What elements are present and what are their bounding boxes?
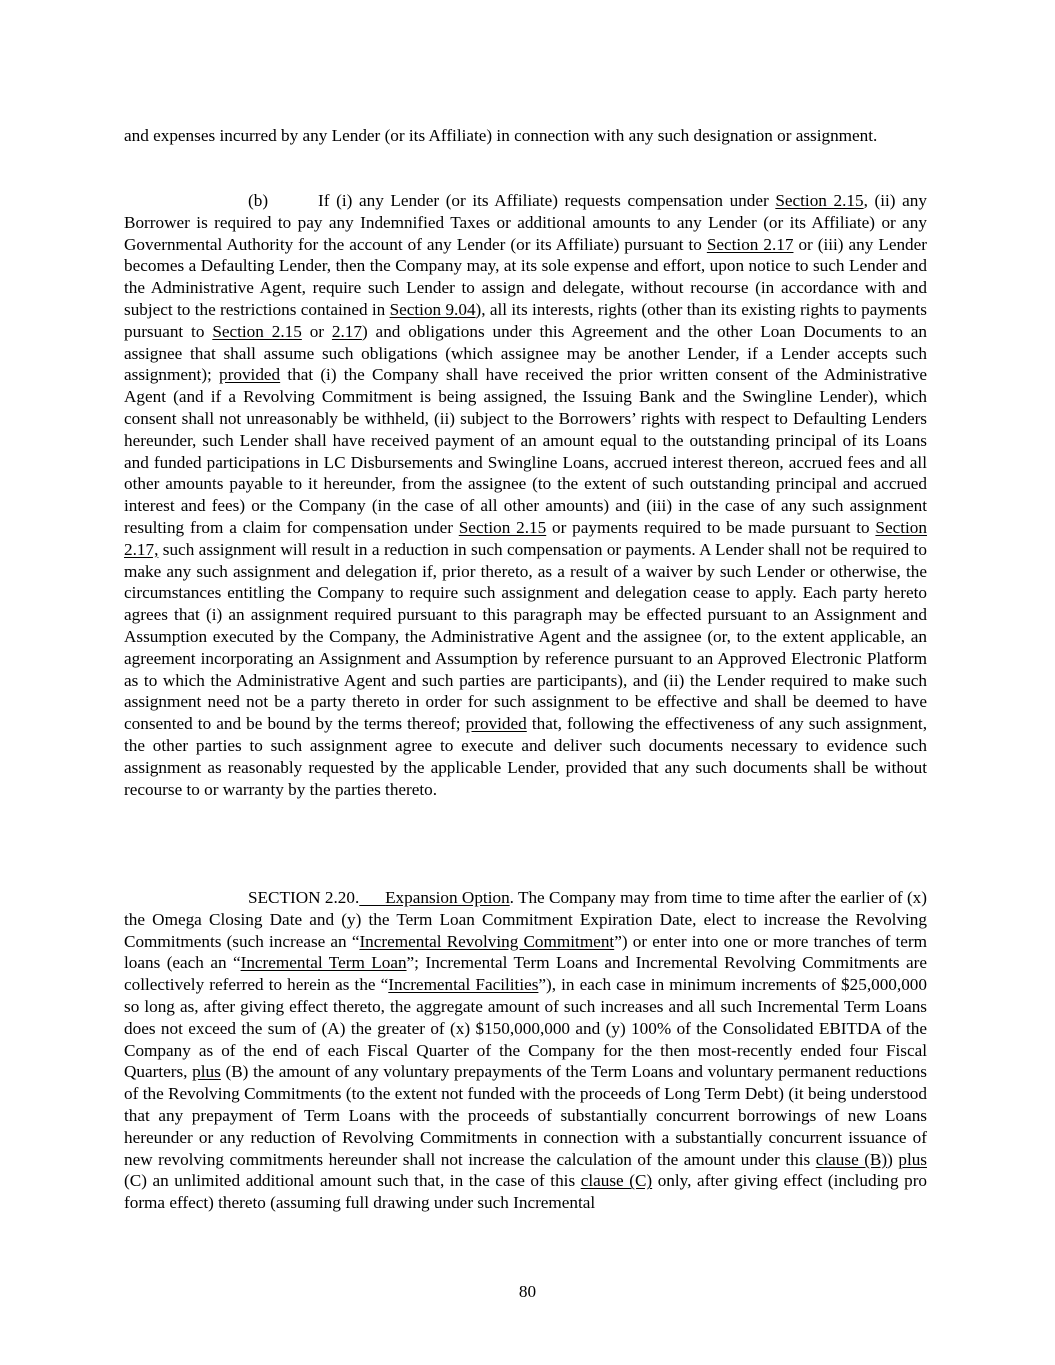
paragraph-text: or (iii) any Lender becomes a Defaulting Lender, then the Company may, at its sole expense and effort, upon notice to such Lender and the Administrative Agent, require such Lender to assign and delegate, without recourse (in accordance with and subject to the restrictions contained in (124, 234, 927, 319)
paragraph-text: (C) an unlimited additional amount such that, in the case of this (124, 1171, 581, 1191)
clause-reference: clause (C) (580, 1171, 653, 1191)
provided-term: provided (465, 714, 527, 734)
plus-term: plus (898, 1149, 927, 1169)
paragraph-text: , (ii) any Borrower is required to pay any Indemnified Taxes or additional amounts to any Lender (or its Affiliate) or any Governmental Authority for the account of any Lender (or its Affiliate) pursuant to (124, 191, 927, 254)
section-reference: Section 2.17 (706, 234, 794, 254)
page-number: 80 (518, 1282, 537, 1301)
paragraph-text: ) (887, 1149, 899, 1169)
section-reference: Section 2.15 (775, 191, 864, 210)
paragraph-text: such assignment will result in a reduction in such compensation or payments. A Lender shall not be required to make any such assignment and delegation if, prior thereto, as a result of a waiver by such Lender or otherwise, the circumstances entitling the Company to require such assignment and delegation cease to apply. Each party hereto agrees that (i) an assignment required pursuant to this paragraph may be effected pursuant to an Assignment and Assumption executed by the Company, the Administrative Agent and the assignee (or, to the extent applicable, an agreement incorporating an Assignment and Assumption by reference pursuant to an Approved Electronic Platform as to which the Administrative Agent and such parties are participants), and (ii) the Lender required to make such assignment need not be a party thereto in order for such assignment to be effective and shall be deemed to have consented to and be bound by the terms thereof; (124, 539, 927, 734)
section-reference: Section 2.15 (212, 321, 302, 341)
section-2-20 (124, 887, 927, 1214)
paragraph-text: ”), in each case in minimum increments of $25,000,000 so long as, after giving effect thereto, the aggregate amount of such increases and all such Incremental Term Loans does not exceed the sum of (A) the greater of (x) $150,000,000 and (y) 100% of the Consolidated EBITDA of the Company as of the end of each Fiscal Quarter of the Company for the then most-recently ended four Fiscal Quarters, (124, 975, 927, 1082)
paragraph-text: that (i) the Company shall have received the prior written consent of the Administrative Agent (and if a Revolving Commitment is being assigned, the Issuing Bank and the Swingline Lender), which consent shall not unreasonably be withheld, (ii) subject to the Borrowers’ rights with respect to Defaulting Lenders hereunder, such Lender shall have received payment of an amount equal to the outstanding principal of its Loans and funded participations in LC Disbursements and Swingline Loans, accrued interest thereon, accrued fees and all other amounts payable to it hereunder, from the assignee (to the extent of such outstanding principal and accrued interest and fees) or the Company (in the case of all other amounts) and (iii) in the case of any such assignment resulting from a claim for compensation under (124, 365, 927, 537)
paragraph-text: . The Company may from time to time after the earlier of (x) the Omega Closing Date and (y) the Term Loan Commitment Expiration Date, elect to increase the Revolving Commitments (such increase an “ (124, 888, 928, 951)
section-reference: Section 2.17, (124, 517, 927, 559)
paragraph-text: If (i) any Lender (or its Affiliate) requests compensation under (318, 191, 776, 210)
paragraph-text: ”; Incremental Term Loans and Incremental Revolving Commitments are collectively referred to herein as the “ (124, 953, 927, 995)
paragraph-text: ”) or enter into one or more tranches of term loans (each an “ (124, 931, 927, 973)
defined-term: Incremental Facilities (388, 975, 539, 995)
paragraph-continuation (124, 125, 927, 147)
section-title-wrapper (359, 888, 509, 907)
paragraph-text: or payments required to be made pursuant to (546, 517, 876, 537)
paragraph-b (124, 190, 927, 800)
paragraph-text: or (301, 321, 332, 341)
provided-term: provided (219, 365, 281, 385)
defined-term: Incremental Revolving Commitment (359, 931, 615, 951)
plus-term: plus (192, 1062, 221, 1082)
paragraph-label: (b) (248, 191, 269, 210)
clause-reference: clause (B) (815, 1149, 888, 1169)
paragraph-text: (B) the amount of any voluntary prepayments of the Term Loans and voluntary permanent reductions of the Revolving Commitments (to the extent not funded with the proceeds of Long Term Debt) (it being understood that any prepayment of Term Loans with the proceeds of substantially concurrent borrowings of new Loans hereunder or any reduction of Revolving Commitments in connection with a substantially concurrent issuance of new revolving commitments hereunder shall not increase the calculation of the amount under this (124, 1062, 927, 1169)
section-number: SECTION 2.20. (248, 888, 360, 907)
section-reference: Section 9.04 (389, 299, 476, 319)
section-title: Expansion Option (385, 888, 510, 907)
defined-term: Incremental Term Loan (240, 953, 407, 973)
paragraph-text: only, after giving effect (including pro forma effect) thereto (assuming full drawing under such Incremental (124, 1171, 928, 1213)
paragraph-text: and expenses incurred by any Lender (or its Affiliate) in connection with any such designation or assignment. (124, 126, 878, 145)
section-reference: Section 2.15 (458, 517, 547, 537)
paragraph-text: ) and obligations under this Agreement and the other Loan Documents to an assignee that shall assume such obligations (which assignee may be another Lender, if a Lender accepts such assignment); (124, 321, 928, 385)
paragraph-text: ), all its interests, rights (other than its existing rights to payments pursuant to (124, 299, 927, 341)
paragraph-text: that, following the effectiveness of any such assignment, the other parties to such assignment agree to execute and deliver such documents necessary to evidence such assignment as reasonably requested by the applicable Lender, provided that any such documents shall be without recourse to or warranty by the parties thereto. (124, 714, 927, 799)
section-reference: 2.17 (331, 321, 362, 341)
